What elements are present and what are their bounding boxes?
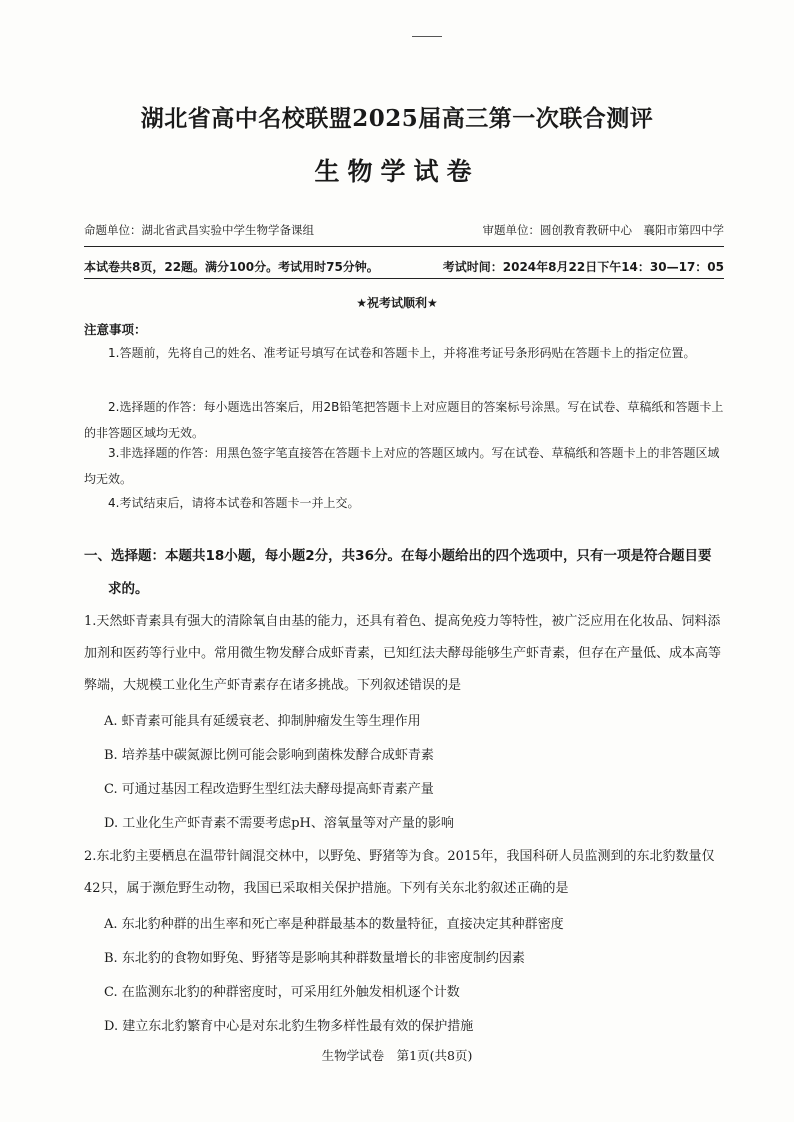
question-option: D. 建立东北豹繁育中心是对东北豹生物多样性最有效的保护措施 xyxy=(104,1019,474,1034)
notice-item: 3.非选择题的作答：用黑色签字笔直接答在答题卡上对应的答题区域内。写在试卷、草稿纸和答题卡上的非答题区域均无效。 xyxy=(84,446,720,486)
question-stem: 1.天然虾青素具有强大的清除氧自由基的能力，还具有着色、提高免疫力等特性，被广泛应用在化妆品、饲料添加剂和医药等行业中。常用微生物发酵合成虾青素，已知红法夫酵母能够生产虾青素，但存在产量低、成本高等弊端，大规模工业化生产虾青素存在诸多挑战。下列叙述错误的是 xyxy=(84,614,722,693)
reviewer-unit: 审题单位：圆创教育教研中心 襄阳市第四中学 xyxy=(482,223,724,237)
paper-info-row xyxy=(84,258,724,276)
question-option: A. 虾青素可能具有延缓衰老、抑制肿瘤发生等生理作用 xyxy=(104,714,421,729)
question-option: B. 东北豹的食物如野兔、野猪等是影响其种群数量增长的非密度制约因素 xyxy=(104,951,525,966)
subject-title: 生物学试卷 xyxy=(314,157,480,186)
scan-mark xyxy=(412,36,442,37)
page-footer: 生物学试卷 第1页(共8页) xyxy=(321,1048,473,1063)
question-option: B. 培养基中碳氮源比例可能会影响到菌株发酵合成虾青素 xyxy=(104,748,434,763)
unit-row xyxy=(84,222,724,240)
paper-info: 本试卷共8页，22题。满分100分。考试用时75分钟。 xyxy=(84,260,379,274)
good-luck-banner: ★祝考试顺利★ xyxy=(356,296,438,310)
section-heading-text: 一、选择题：本题共18小题，每小题2分，共36分。在每小题给出的四个选项中，只有一项是符合题目要 xyxy=(84,548,712,564)
question-option: A. 东北豹种群的出生率和死亡率是种群最基本的数量特征，直接决定其种群密度 xyxy=(104,917,564,932)
notice-item: 4.考试结束后，请将本试卷和答题卡一并上交。 xyxy=(108,496,360,510)
divider-top xyxy=(84,246,724,247)
section-heading xyxy=(84,540,724,606)
question-option: D. 工业化生产虾青素不需要考虑pH、溶氧量等对产量的影响 xyxy=(104,816,454,831)
exam-title: 湖北省高中名校联盟2025届高三第一次联合测评 xyxy=(140,105,654,132)
question-stem: 2.东北豹主要栖息在温带针阔混交林中，以野兔、野猪等为食。2015年，我国科研人员监测到的东北豹数量仅42只，属于濒危野生动物，我国已采取相关保护措施。下列有关东北豹叙述正确的是 xyxy=(84,849,715,896)
notice-heading: 注意事项： xyxy=(84,322,147,337)
notice-item: 1.答题前，先将自己的姓名、准考证号填写在试卷和答题卡上，并将准考证号条形码贴在答题卡上的指定位置。 xyxy=(108,346,696,360)
section-heading-cont: 求的。 xyxy=(108,581,149,597)
exam-time: 考试时间：2024年8月22日下午14：30—17：05 xyxy=(442,260,724,274)
setter-unit: 命题单位：湖北省武昌实验中学生物学备课组 xyxy=(84,223,314,237)
question-option: C. 可通过基因工程改造野生型红法夫酵母提高虾青素产量 xyxy=(104,782,434,797)
question-option: C. 在监测东北豹的种群密度时，可采用红外触发相机逐个计数 xyxy=(104,985,460,1000)
notice-item: 2.选择题的作答：每小题选出答案后，用2B铅笔把答题卡上对应题目的答案标号涂黑。写在试卷、草稿纸和答题卡上的非答题区域均无效。 xyxy=(84,400,724,440)
divider-bottom xyxy=(84,278,724,279)
